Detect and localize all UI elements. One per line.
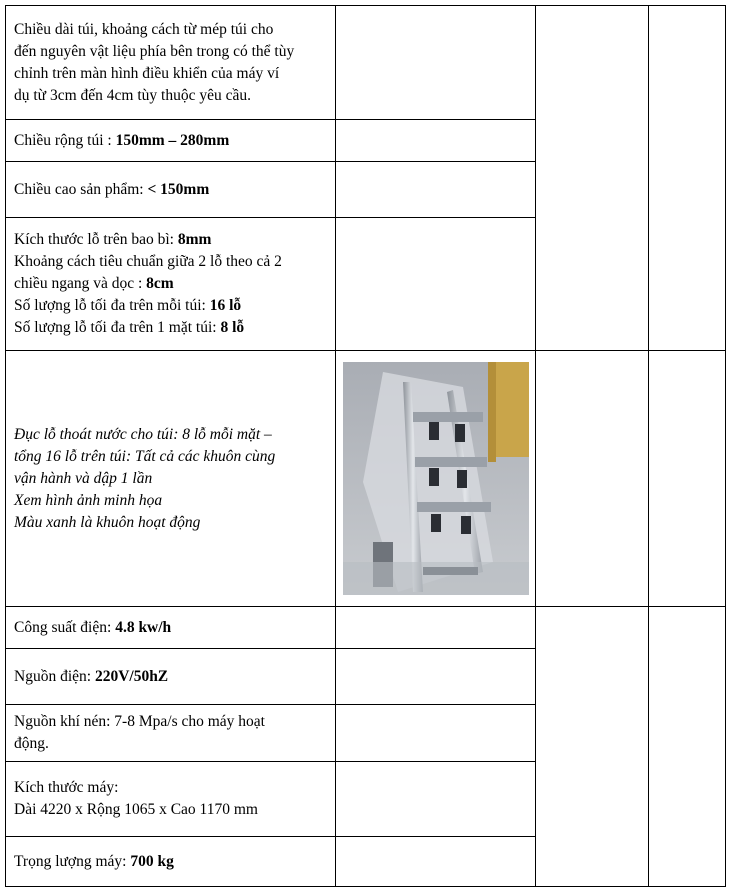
spec-value-cell <box>336 218 536 351</box>
spec-description-cell <box>6 649 336 705</box>
spec-description-cell <box>6 837 336 887</box>
spec-text-line <box>14 512 329 534</box>
spec-text-line <box>14 295 329 317</box>
spec-label-text: Khoảng cách tiêu chuẩn giữa 2 lỗ theo cả 2 <box>14 253 282 270</box>
spec-text-line <box>14 273 329 295</box>
spec-table <box>5 5 726 887</box>
spec-label-text: Nguồn điện: <box>14 667 95 685</box>
table-row <box>6 6 726 120</box>
spec-label-text: Số lượng lỗ tối đa trên 1 mặt túi: <box>14 319 221 336</box>
spec-value-cell <box>336 162 536 218</box>
spec-label-text: Kích thước máy: <box>14 779 119 796</box>
spec-value-text: 4.8 kw/h <box>115 618 172 636</box>
spec-text-line <box>14 733 329 755</box>
table-row <box>6 607 726 649</box>
spec-value-cell <box>336 607 536 649</box>
spec-text-line <box>14 490 329 512</box>
spec-text-line <box>14 41 329 63</box>
spec-value-text: 150mm – 280mm <box>115 131 230 149</box>
spec-label-text: tổng 16 lỗ trên túi: Tất cả các khuôn cùng <box>14 447 276 465</box>
spec-description-cell <box>6 705 336 762</box>
spec-extra-cell <box>649 607 726 887</box>
spec-label-text: Xem hình ảnh minh họa <box>14 491 163 509</box>
spec-text-line <box>14 777 329 799</box>
table-row <box>6 351 726 607</box>
spec-extra-cell <box>536 351 649 607</box>
spec-value-cell <box>336 6 536 120</box>
spec-text-line <box>14 446 329 468</box>
spec-text-line <box>14 130 329 152</box>
spec-description-cell <box>6 162 336 218</box>
spec-label-text: Dài 4220 x Rộng 1065 x Cao 1170 mm <box>14 801 258 818</box>
spec-extra-cell <box>536 6 649 351</box>
spec-value-cell <box>336 649 536 705</box>
spec-value-text: 220V/50hZ <box>94 667 169 685</box>
machine-photo <box>343 362 529 595</box>
spec-extra-cell <box>649 351 726 607</box>
spec-text-line <box>14 63 329 85</box>
spec-value-text: < 150mm <box>147 180 210 198</box>
spec-description-cell <box>6 607 336 649</box>
spec-label-text: chỉnh trên màn hình điều khiển của máy ví <box>14 64 280 82</box>
spec-text-line <box>14 617 329 639</box>
spec-value-text: 8cm <box>146 275 174 292</box>
spec-value-cell <box>336 705 536 762</box>
spec-text-line <box>14 711 329 733</box>
spec-value-text: 8 lỗ <box>220 319 245 336</box>
spec-label-text: vận hành và dập 1 lần <box>14 469 153 487</box>
spec-label-text: Chiều rộng túi : <box>14 131 116 149</box>
spec-value-cell <box>336 762 536 837</box>
spec-text-line <box>14 179 329 201</box>
spec-text-line <box>14 468 329 490</box>
spec-label-text: Nguồn khí nén: 7-8 Mpa/s cho máy hoạt <box>14 713 265 730</box>
spec-value-text: 700 kg <box>130 852 174 870</box>
spec-label-text: động. <box>14 735 49 752</box>
spec-description-cell <box>6 6 336 120</box>
spec-text-line <box>14 424 329 446</box>
spec-label-text: chiều ngang và dọc : <box>14 275 147 292</box>
spec-text-line <box>14 19 329 41</box>
spec-text-line <box>14 799 329 821</box>
spec-label-text: Số lượng lỗ tối đa trên mỗi túi: <box>14 297 210 314</box>
spec-text-line <box>14 666 329 688</box>
spec-label-text: dụ từ 3cm đến 4cm tùy thuộc yêu cầu. <box>14 86 251 104</box>
spec-label-text: Màu xanh là khuôn hoạt động <box>14 513 201 531</box>
spec-text-line <box>14 85 329 107</box>
spec-label-text: Chiều dài túi, khoảng cách từ mép túi cho <box>14 20 274 38</box>
spec-label-text: đến nguyên vật liệu phía bên trong có thể tùy <box>14 42 295 60</box>
spec-description-cell <box>6 351 336 607</box>
spec-label-text: Đục lỗ thoát nước cho túi: 8 lỗ mỗi mặt – <box>14 425 272 443</box>
spec-text-line <box>14 851 329 873</box>
spec-image-cell <box>336 351 536 607</box>
spec-value-cell <box>336 120 536 162</box>
spec-text-line <box>14 229 329 251</box>
spec-label-text: Trọng lượng máy: <box>14 852 131 870</box>
spec-value-text: 8mm <box>177 231 212 248</box>
spec-value-text: 16 lỗ <box>209 297 242 314</box>
spec-label-text: Chiều cao sản phẩm: <box>14 180 148 198</box>
spec-description-cell <box>6 120 336 162</box>
spec-value-cell <box>336 837 536 887</box>
spec-label-text: Kích thước lỗ trên bao bì: <box>14 231 178 248</box>
spec-extra-cell <box>536 607 649 887</box>
spec-label-text: Công suất điện: <box>14 618 116 636</box>
spec-description-cell <box>6 762 336 837</box>
spec-text-line <box>14 317 329 339</box>
spec-extra-cell <box>649 6 726 351</box>
spec-text-line <box>14 251 329 273</box>
punching-dies-illustration <box>343 362 529 595</box>
spec-description-cell <box>6 218 336 351</box>
